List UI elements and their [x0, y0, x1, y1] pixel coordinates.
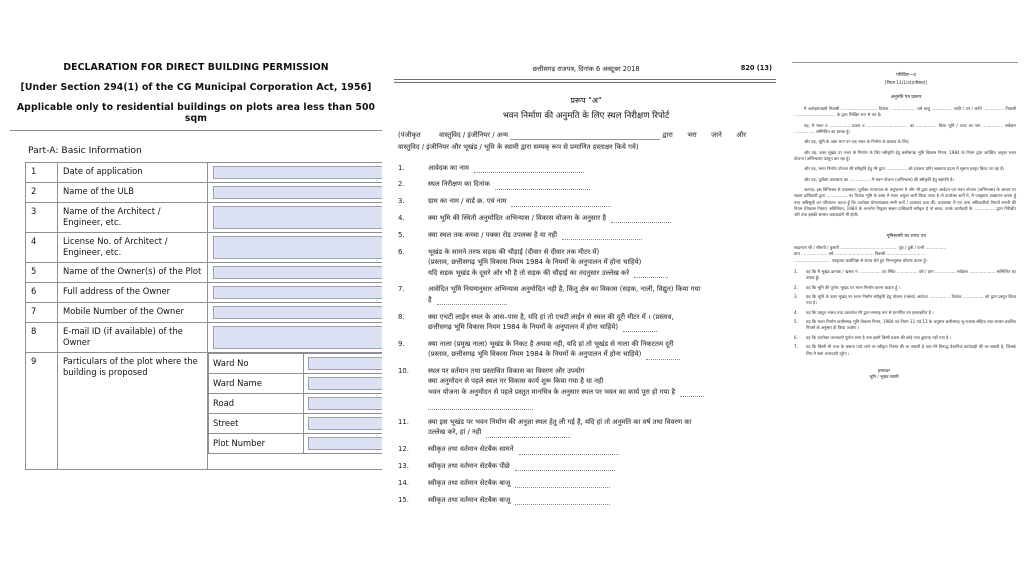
preamble-fill: भरा — [687, 130, 697, 139]
sub-row-label: Ward Name — [209, 374, 304, 394]
input-field[interactable] — [213, 166, 382, 179]
item-text-line — [428, 179, 770, 189]
answer-blank[interactable] — [515, 470, 615, 471]
answer-blank[interactable] — [562, 239, 642, 240]
sub-row-value-cell — [304, 434, 383, 454]
list-item — [398, 478, 770, 488]
item-number: 7. — [794, 344, 798, 350]
answer-blank[interactable] — [515, 504, 610, 505]
preamble-go: जाने — [711, 130, 722, 139]
row-label: Mobile Number of the Owner — [58, 303, 208, 323]
annexure-affidavit-page — [788, 0, 1024, 576]
signatory-role: भूमि / भूखंड स्वामी — [869, 374, 899, 380]
row-number: 8 — [26, 323, 58, 353]
table-row — [209, 414, 383, 434]
part-a-heading: Part-A: Basic Information — [28, 145, 142, 156]
list-item — [398, 179, 770, 189]
consent-paragraph: और यह, पूर्वोक्त उपबंधना का ................ में भवन योजना (अभिन्यास) की स्वीकृति हेतु सहमति है। — [804, 176, 954, 182]
list-item — [398, 495, 770, 505]
page-applicability-note: Applicable only to residential buildings on plots area less than 500 sqm — [10, 102, 382, 131]
item-text-line — [428, 478, 770, 488]
sub-row-value-cell — [304, 414, 383, 434]
preamble-role: वास्तुविद / इंजीनियर / अन्य — [439, 130, 509, 139]
item-text: स्वीकृत तथा वर्तमान सेटबैक पीछे — [428, 462, 510, 471]
answer-blank[interactable] — [623, 331, 657, 332]
consent-paragraph: और यह, उक्त भूखंड पर भवन के निर्माण के लिए स्वीकृति हेतु छत्तीसगढ़ भूमि विकास नियम, 1984 के नियम द्वारा अपेक्षित अनुज्ञा भवन योजना (अभिन्यास) प्रस्तुत कर रहा हूँ। — [794, 149, 1016, 162]
item-number: 1. — [794, 268, 798, 274]
preamble-line-2: वास्तुविद / इंजीनियर और भूखंड / भूमि के स्वामी द्वारा सम्यक् रूप से प्रमाणित हस्ताक्षर किये गये) — [398, 142, 639, 151]
affidavit-intro-line-1: स्वप्रमाण श्री / श्रीमती / कुमारी ............................................ पुत्र / पुत्री / पत्नी ................ — [794, 244, 947, 250]
answer-blank[interactable] — [634, 277, 668, 278]
input-field[interactable] — [213, 286, 382, 299]
item-number: 8. — [398, 312, 405, 321]
row-value-cell — [208, 263, 383, 283]
annexure-rule-reference: [नियम 11(1)(द)(तीसरा)] — [884, 80, 928, 85]
item-text: यह कि मै भूखंड क्रमांक / खसरा नं. ................ का स्थित ................ वर्ष / ग्राम ................ सर्वेक्षण .................... सम्मिलित का धारक हूँ। — [806, 268, 1016, 280]
list-item — [794, 310, 1016, 316]
item-text-line — [428, 247, 770, 257]
item-text-line — [428, 322, 770, 332]
signature-label: हस्ताक्षर — [877, 367, 891, 373]
consent-paragraph: अतएव, इस विनिश्चय से यथास्थान, पूर्वोक्त राज्यपाल के अनुपालन में और भी द्वारा प्रस्तुत आवेदन एवं भवन योजना (अभिन्यास) के आधार पर सक्षम प्राधिकारी द्वारा ................ पर दिनांक भूमि के बाधा में भवन अनुज्ञा जारी किया जाता है तो उपरोक्त शर्तों में, मै एतद्द्वारा उपक्रमण करता हूँ तथा अधिसूची का परिपालन करता हूँ कि उपरोक्त घोषणापत्रक सभी शर्तो / उपबंधन दशा की, यथावस्था में एवं अन्य अधिकारियों नियमों स्थानी की नियम (विकास नियम) अधिनियम, 1984 के अन्तर्गत नियुक्त सक्षम प्राधिकारी स्वीकृत है तो बाध्य, उनके कार्यवाही के ................ द्वारा निरीक्षी) जोरे तथा इसकी समस्त जवाबदारी भी होगी। — [794, 187, 1016, 218]
row-number: 2 — [26, 183, 58, 203]
row-value-cell — [208, 203, 383, 233]
form-preamble — [398, 130, 770, 152]
item-number: 14. — [398, 478, 409, 487]
answer-blank[interactable] — [495, 189, 590, 190]
item-text-line — [428, 387, 770, 397]
list-item — [398, 339, 770, 360]
plot-particulars-table — [208, 353, 382, 454]
row-label: Name of the Architect / Engineer, etc. — [58, 203, 208, 233]
item-number: 7. — [398, 285, 405, 294]
item-text: स्वीकृत तथा वर्तमान सेटबैक बाजू — [428, 478, 511, 487]
table-row — [26, 323, 383, 353]
item-number: 2. — [794, 284, 798, 290]
item-text: क्या इस भूखंड पर भवन निर्माण की अनुज्ञा स्थल हेतु ली गई है, यदि हां तो अनुमति का वर्ष तथा विवरण का — [428, 417, 692, 426]
item-number: 13. — [398, 462, 409, 471]
affidavit-intro-line-2: ग्राम .................... वर्ष .............................. निवासी .............................. — [794, 251, 926, 257]
item-text: यह कि भवन निर्माण छत्तीसगढ़ भूमि विकास नियम, 1984 एवं नियम 11 एवं 13 के अनुसार छत्तीसगढ़ भू-राजस्व संहिता तथा समस्त प्रचलित नियमों के अनुसार ही किया जावेगा । — [806, 319, 1016, 331]
item-number: 3. — [398, 197, 405, 206]
row-label: Name of the Owner(s) of the Plot — [58, 263, 208, 283]
list-item — [398, 230, 770, 240]
item-text: स्वीकृत तथा वर्तमान सेटबैक बाजू — [428, 495, 511, 504]
site-inspection-report-page — [392, 0, 780, 576]
consent-paragraph: और यह, भूमि के उक्त भाग पर एक भवन के निर्माण के प्रस्ताव के लिए; — [804, 139, 910, 145]
item-text: (प्रस्ताव, छत्तीसगढ़ भूमि विकास नियम 1984 के नियमों के अनुपालन में होना चाहिये) — [428, 350, 642, 359]
input-field[interactable] — [213, 236, 382, 259]
answer-blank[interactable] — [428, 409, 533, 410]
item-text: क्या एचटी लाईन स्थल के आस–पास है, यदि हां तो एचटी लाईन से स्थल की दूरी मीटर में । (प्रस्ताव, — [428, 312, 674, 321]
item-text-line — [428, 163, 770, 173]
table-row — [26, 263, 383, 283]
item-text: स्वीकृत तथा वर्तमान सेटबैक सामने — [428, 445, 514, 454]
item-number: 5. — [794, 319, 798, 325]
answer-blank-line — [428, 400, 770, 410]
list-item — [794, 294, 1016, 306]
list-item — [398, 284, 770, 305]
gazette-header — [392, 64, 780, 76]
row-label: License No. of Architect / Engineer, etc. — [58, 233, 208, 263]
item-number: 12. — [398, 445, 409, 454]
row-value-cell — [208, 233, 383, 263]
item-text: है — [428, 295, 432, 304]
item-text-line — [428, 295, 770, 305]
item-number: 4. — [794, 309, 798, 315]
answer-blank[interactable] — [474, 172, 584, 173]
list-item — [398, 163, 770, 173]
input-field[interactable] — [213, 326, 382, 349]
answer-blank[interactable] — [646, 359, 680, 360]
item-number: 11. — [398, 417, 409, 426]
sub-row-label: Road — [209, 394, 304, 414]
item-text: आवेदक का नाम — [428, 163, 470, 172]
consent-body — [794, 106, 1016, 219]
answer-blank[interactable] — [511, 206, 611, 207]
item-number: 4. — [398, 214, 405, 223]
item-number: 5. — [398, 230, 405, 239]
item-text-line — [428, 349, 770, 359]
item-text: ग्राम का नाम / वार्ड क्र. एवं नाम — [428, 197, 507, 206]
answer-blank[interactable] — [486, 437, 571, 438]
basic-information-table — [25, 162, 382, 470]
row-number: 4 — [26, 233, 58, 263]
item-text: क्या स्थल तक कच्चा / पक्का रोड उपलब्ध है या नही — [428, 230, 558, 239]
form-title: भवन निर्माण की अनुमति के लिए स्थल निरीक्षण रिपोर्ट — [502, 110, 670, 121]
answer-blank[interactable] — [611, 222, 671, 223]
sub-row-label: Street — [209, 414, 304, 434]
item-text-line — [428, 417, 770, 427]
sub-row-label: Ward No — [209, 354, 304, 374]
item-number: 10. — [398, 367, 409, 376]
item-text-line — [428, 230, 770, 240]
page-subtitle: [Under Section 294(1) of the CG Municipal Corporation Act, 1956] — [20, 82, 372, 93]
list-item — [398, 196, 770, 206]
item-number: 6. — [398, 247, 405, 256]
input-field[interactable] — [213, 186, 382, 199]
header-divider — [394, 79, 776, 83]
item-text: क्या नाला (प्रमुख नाला) भूखंड के निकट है अथवा नही, यदि हां तो भूखंड से नाला की निकटतम दूरी — [428, 339, 674, 348]
page-title: DECLARATION FOR DIRECT BUILDING PERMISSION — [63, 62, 329, 73]
inspection-items-list — [398, 163, 770, 506]
affidavit-title: भूमिस्वामी का शपथ पत्र — [886, 233, 926, 239]
answer-blank[interactable] — [515, 487, 610, 488]
item-number: 15. — [398, 495, 409, 504]
item-text-line — [428, 366, 770, 376]
list-item — [398, 417, 770, 438]
item-text: आवेदित भूमि नियमानुसार अभिन्यास अनुमोदित नही है, किंतु क्षेत्र का विकास (सड़क, नाली, विद्युत) किया गया — [428, 285, 701, 294]
item-text: भूखंड के सामने तरफ सड़क की चौड़ाई (दीवार से दीवार तक मीटर में) — [428, 247, 600, 256]
item-text-line — [428, 461, 770, 471]
item-text-line — [428, 268, 770, 278]
list-item — [398, 366, 770, 410]
item-text: यह कि भूमि के उक्त भूखंड पर भवन निर्माण स्वीकृति हेतु योजना (नक्शा) आवेदन ................ दिनांक ................ को द्वारा प्रस्तुत किया गया है। — [806, 294, 1016, 306]
table-row — [26, 283, 383, 303]
row-number: 1 — [26, 163, 58, 183]
row-value-cell — [208, 303, 383, 323]
answer-blank[interactable] — [680, 396, 704, 397]
signature-block — [788, 368, 980, 381]
table-row — [209, 354, 383, 374]
item-number: 2. — [398, 180, 405, 189]
table-row — [26, 183, 383, 203]
item-number: 1. — [398, 163, 405, 172]
table-row — [26, 203, 383, 233]
item-number: 6. — [794, 334, 798, 340]
list-item — [794, 269, 1016, 281]
table-row — [26, 353, 383, 470]
item-text-line — [428, 213, 770, 223]
affidavit-intro — [794, 245, 1016, 264]
item-text: यह कि उपरोक्त जानकारी पूर्णतः सत्य है तथा इसमें किसी प्रकार की कोई तथ्य छुपाया नहीं गया है । — [806, 334, 952, 340]
preamble-by: द्वारा — [662, 130, 673, 139]
answer-blank[interactable] — [437, 304, 507, 305]
list-item — [398, 444, 770, 454]
item-number: 3. — [794, 294, 798, 300]
row-number: 6 — [26, 283, 58, 303]
item-text-line — [428, 196, 770, 206]
consent-paragraph: और यह, भवन निर्माण योजना की स्वीकृति हेतु मेरे द्वारा ................ को (प्रारूप प्रति) सक्षमता प्रदान में सूचना प्रस्तुत किया जा रहा है। — [804, 166, 1005, 172]
list-item — [398, 461, 770, 471]
item-text: छत्तीसगढ़ भूमि विकास नियम 1984 के नियमों के अनुपालन में होना चाहिये) — [428, 322, 619, 331]
item-text-line — [428, 284, 770, 294]
item-text: भवन योजना के अनुमोदन से पहले प्रस्तुत मानचित्र के अनुसार स्थल पर भवन का कार्य पूरा हो गया है — [428, 387, 676, 396]
list-item — [398, 213, 770, 223]
row-label: E-mail ID (if available) of the Owner — [58, 323, 208, 353]
row-label: Date of application — [58, 163, 208, 183]
input-field[interactable] — [213, 266, 382, 279]
input-field[interactable] — [213, 306, 382, 319]
list-item — [794, 335, 1016, 341]
preamble-blank-1[interactable] — [510, 139, 660, 140]
table-row — [209, 434, 383, 454]
item-text: स्थल पर वर्तमान तथा प्रस्तावित विकास का विवरण और उपयोग — [428, 367, 585, 376]
list-item — [794, 285, 1016, 291]
item-text-line — [428, 495, 770, 505]
input-field[interactable] — [308, 357, 382, 370]
table-row — [26, 303, 383, 323]
item-text: यह कि भूमि की पूर्णतः भूखंड पर भवन निर्माण करना चाहता हूँ । — [806, 284, 901, 290]
declaration-form-page — [10, 0, 382, 576]
table-row — [26, 233, 383, 263]
consent-paragraph: मै अधोहस्ताक्षरी निवासी ............................ दिनांक .................... वर्ष आयु ................ जाति / उप / जाति ................ निवासी ................................ के द्वारा लिखित रूप से कर है। — [794, 106, 1016, 118]
row-value-cell — [208, 163, 383, 183]
row-number: 3 — [26, 203, 58, 233]
row-value-cell — [208, 283, 383, 303]
item-number: 9. — [398, 339, 405, 348]
sub-row-value-cell — [304, 394, 383, 414]
item-text: क्या अनुमोदन से पहले स्थल पर विकास कार्य शुरू किया गया है या नही — [428, 377, 604, 386]
item-text: (प्रस्ताव, छत्तीसगढ़ भूमि विकास नियम 1984 के नियमों के अनुपालन में होना चाहिये) — [428, 258, 642, 267]
input-field[interactable] — [213, 206, 382, 229]
input-field[interactable] — [308, 377, 382, 390]
item-text: उल्लेख करे, हां / नही — [428, 428, 482, 437]
preamble-and: और — [736, 130, 747, 139]
table-row — [26, 163, 383, 183]
answer-blank[interactable] — [519, 454, 619, 455]
preamble-open: (पंजीकृत — [398, 130, 421, 139]
annexure-label: परिशिष्ट—द — [896, 73, 916, 78]
item-text-line — [428, 257, 770, 267]
table-row — [209, 394, 383, 414]
table-row — [209, 374, 383, 394]
row-label: Name of the ULB — [58, 183, 208, 203]
gazette-page-number: 820 (13) — [740, 64, 772, 72]
plot-particulars-cell — [208, 353, 383, 470]
item-text: यह कि प्रस्तुत नक्शा तथा दस्तावेज मेरे द्वारा सम्यक् रूप से प्रमाणित एवं हस्ताक्षरित है । — [806, 309, 934, 315]
item-text-line — [428, 339, 770, 349]
input-field[interactable] — [308, 417, 382, 430]
consent-paragraph: यह, मै भवन व ................ प्रकार व ................................ का ................ किया भूमि / प्लाट का नाम ................ सर्वेक्षण ................ सम्मिलित का धारक हूँ। — [794, 122, 1016, 135]
list-item — [794, 344, 1016, 356]
item-text: यह कि किसी भी तथ्य के असत्य पाये जाने पर स्वीकृत निरस्त की जा सकती है तथा मेरे विरूद्ध वैधानिक कार्यवाही की जा सकती है, जिसके लिए मै स्वयं उत्तरदायी रहूँगा । — [806, 344, 1016, 356]
sub-row-label: Plot Number — [209, 434, 304, 454]
consent-form-title: अनुमति पत्र प्रारूप — [890, 95, 922, 100]
sub-row-value-cell — [304, 354, 383, 374]
affidavit-intro-line-3: ............................ एतद्द्वारा कार्यनिष्ठा से शपथ लेते हुए निम्नानुसार घोषणा करता हूँ:- — [794, 257, 929, 263]
gazette-title: छत्तीसगढ़ राजपत्र, दिनांक 6 अक्टूबर 2018 — [532, 65, 640, 73]
sub-row-value-cell — [304, 374, 383, 394]
list-item — [398, 312, 770, 333]
row-label: Full address of the Owner — [58, 283, 208, 303]
row-value-cell — [208, 323, 383, 353]
item-text-line — [428, 444, 770, 454]
item-text: स्थल निरीक्षण का दिनांक — [428, 180, 490, 189]
annexure-top-divider — [792, 62, 1018, 63]
row-number: 7 — [26, 303, 58, 323]
item-text-line — [428, 427, 770, 437]
list-item — [398, 247, 770, 278]
row-value-cell — [208, 183, 383, 203]
item-text-line — [428, 376, 770, 386]
item-text: क्या भूमि की स्थिती अनुमोदित अभिन्यास / विकास योजना के अनुसार है — [428, 214, 607, 223]
item-text: यदि सड़क भूखंड के दूसरे ओर भी है तो सड़क की चौड़ाई का तदनुसार उल्लेख करे — [428, 268, 630, 277]
item-text-line — [428, 312, 770, 322]
affidavit-items-list — [794, 269, 1016, 357]
input-field[interactable] — [308, 397, 382, 410]
form-label: प्ररूप "अ" — [570, 95, 602, 105]
row-number: 5 — [26, 263, 58, 283]
row-label: Particulars of the plot where the building is proposed — [58, 353, 208, 470]
list-item — [794, 319, 1016, 331]
input-field[interactable] — [308, 437, 382, 450]
row-number: 9 — [26, 353, 58, 470]
